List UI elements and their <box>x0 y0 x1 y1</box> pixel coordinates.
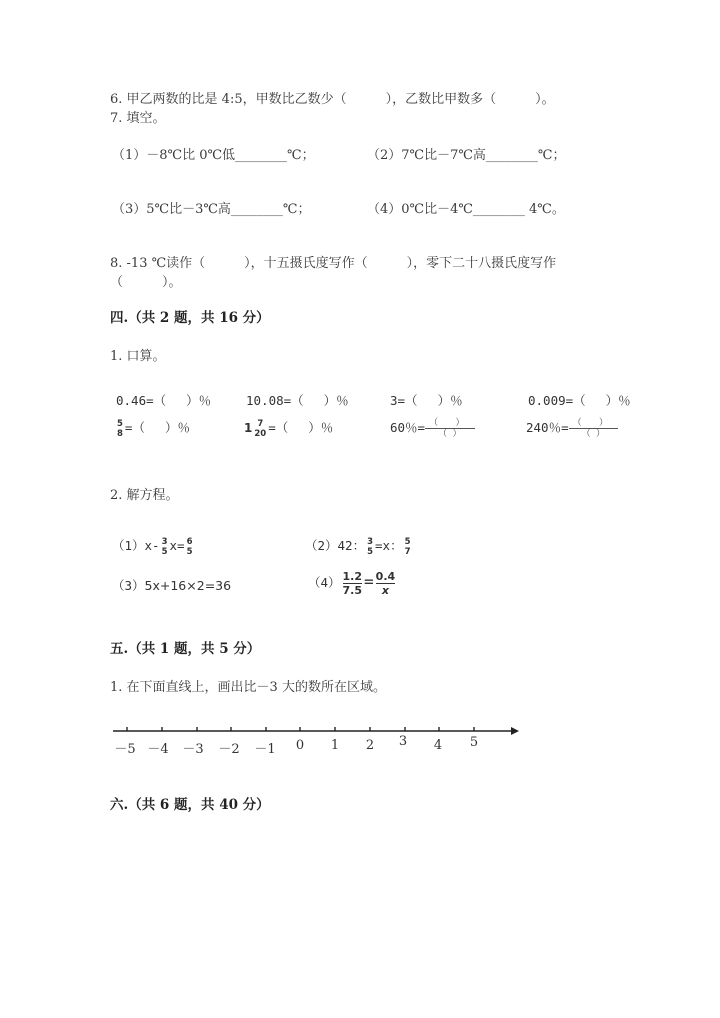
fraction: $\frac{0.4}{x}$ <box>375 570 396 597</box>
q7-item-3: （3）5℃比－3℃高________℃； <box>112 202 311 217</box>
tick-label: －5 <box>114 742 136 757</box>
fraction: 3 5 <box>161 536 168 557</box>
oral-calc-6: 1 7 20 =（ ）％ <box>244 418 334 439</box>
tick-label: 0 <box>295 738 305 753</box>
equation-1: （1）x- 3 5 x= 6 5 <box>112 536 193 557</box>
equations-title: 2. 解方程。 <box>110 488 179 503</box>
oral-calc-2: 10.08=（ ）％ <box>246 393 349 408</box>
oral-calc-4: 0.009=（ ）％ <box>528 393 631 408</box>
tick-label: －2 <box>218 742 240 757</box>
section-4-heading: 四.（共 2 题，共 16 分） <box>110 310 270 326</box>
number-line[interactable] <box>113 724 523 774</box>
tick-label: －1 <box>254 742 276 757</box>
equation-3: （3）5x+16×2=36 <box>112 578 232 593</box>
tick-label: 5 <box>469 735 479 750</box>
q7-item-1: （1）－8℃比 0℃低________℃； <box>112 148 315 163</box>
numberline-question: 1. 在下面直线上，画出比－3 大的数所在区域。 <box>110 680 386 695</box>
tick-label: 2 <box>365 738 375 753</box>
oral-calc-8: 240％= $\frac{( )}{( )}$ <box>526 418 618 439</box>
number-line-axis <box>113 724 523 738</box>
tick-label: －3 <box>182 742 204 757</box>
tick-label: 1 <box>330 738 340 753</box>
oral-calc-1: 0.46=（ ）％ <box>116 393 212 408</box>
fraction: 3 5 <box>367 536 374 557</box>
oral-calc-title: 1. 口算。 <box>110 349 166 364</box>
fraction: 7 20 <box>254 418 267 439</box>
blank-fraction: $\frac{( )}{( )}$ <box>569 418 618 439</box>
section-5-heading: 五.（共 1 题，共 5 分） <box>110 641 261 657</box>
question-8-line1: 8. -13 ℃读作（ ），十五摄氏度写作（ ），零下二十八摄氏度写作 <box>110 256 557 271</box>
fraction: 5 8 <box>117 418 123 439</box>
oral-calc-5: 5 8 =（ ）％ <box>117 418 190 439</box>
q7-item-4: （4）0℃比－4℃________ 4℃。 <box>367 202 565 217</box>
equation-2: （2）42： 3 5 =x： 5 7 <box>305 536 411 557</box>
fraction: 6 5 <box>186 536 193 557</box>
tick-label: 4 <box>433 738 443 753</box>
fraction: $\frac{1.2}{7.5}$ <box>342 570 363 597</box>
question-6: 6. 甲乙两数的比是 4:5，甲数比乙数少（ ），乙数比甲数多（ ）。 <box>110 92 555 107</box>
question-8-line2: （ ）。 <box>110 275 182 290</box>
oral-calc-3: 3=（ ）％ <box>390 393 463 408</box>
tick-label: －4 <box>147 742 169 757</box>
blank-fraction: $\frac{( )}{( )}$ <box>425 418 474 439</box>
fraction: 5 7 <box>404 536 411 557</box>
oral-calc-7: 60％= $\frac{( )}{( )}$ <box>390 418 475 439</box>
section-6-heading: 六.（共 6 题，共 40 分） <box>110 797 270 813</box>
tick-label: 3 <box>398 734 408 749</box>
equation-4: （4） $\frac{1.2}{7.5}$ = $\frac{0.4}{x}$ <box>308 570 396 597</box>
question-7-title: 7. 填空。 <box>110 111 166 126</box>
q7-item-2: （2）7℃比－7℃高________℃； <box>367 148 566 163</box>
